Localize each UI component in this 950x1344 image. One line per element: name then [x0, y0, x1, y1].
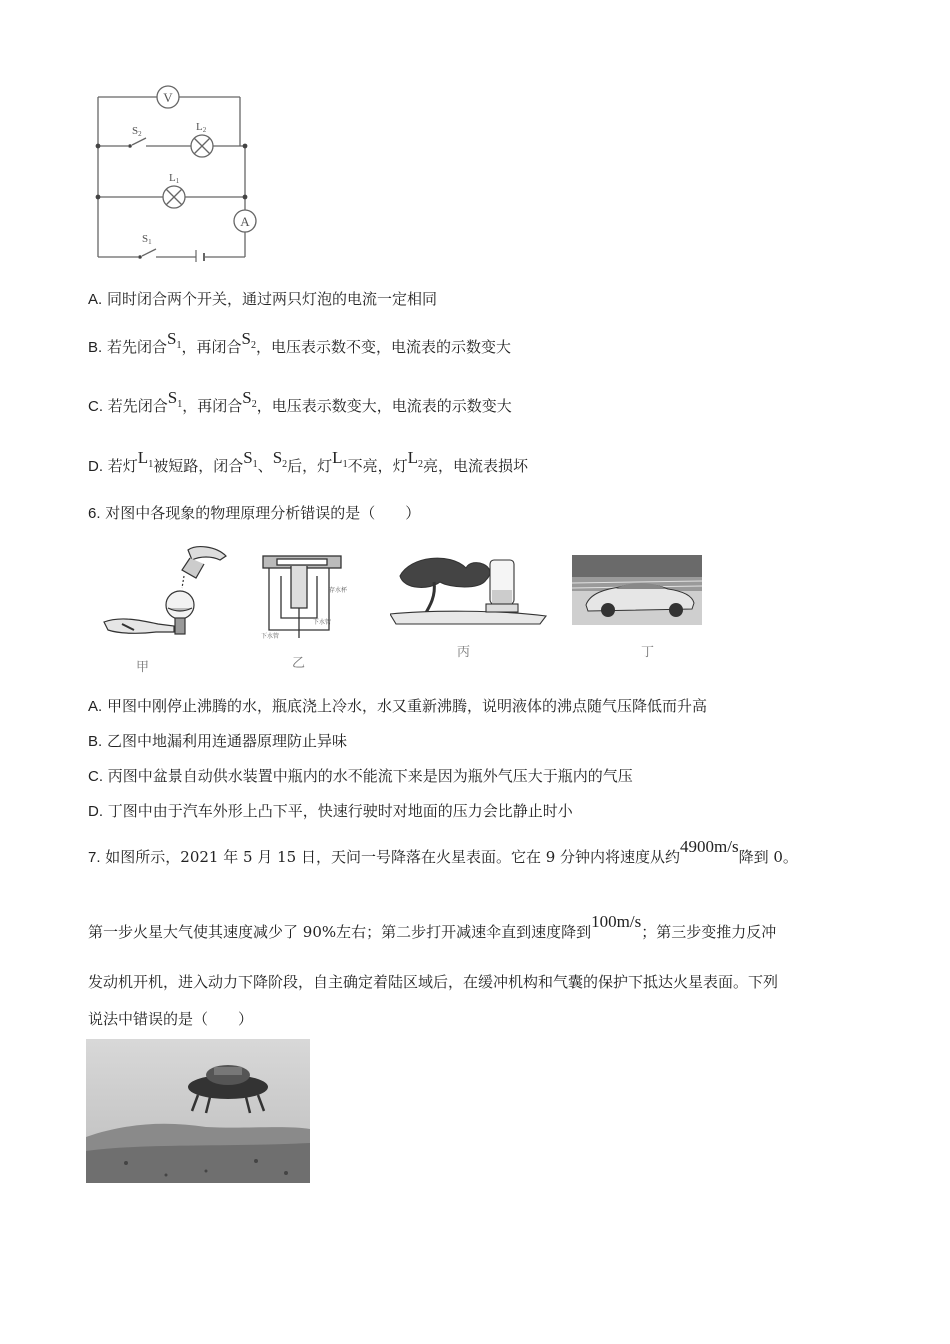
figure-caption-jia: 甲 — [136, 660, 150, 675]
svg-text:下水管: 下水管 — [313, 620, 332, 626]
q6-option-d: D. 丁图中由于汽车外形上凸下平，快速行驶时对地面的压力会比静止时小 — [88, 802, 573, 820]
svg-text:存水杯: 存水杯 — [329, 588, 348, 594]
mars-lander-photo — [86, 1039, 310, 1183]
figure-ding-car-photo — [572, 555, 702, 625]
l2-label: L2 — [196, 121, 207, 134]
s1-label: S1 — [142, 233, 152, 246]
svg-text:下水管: 下水管 — [261, 634, 280, 640]
q5-option-c: C. 若先闭合$S^1$，再闭合$S^2$，电压表示数变大，电流表的示数变大 — [88, 388, 512, 415]
q6-option-a: A. 甲图中刚停止沸腾的水，瓶底浇上冷水，水又重新沸腾，说明液体的沸点随气压降低而升高 — [88, 697, 707, 715]
q6-option-b: B. 乙图中地漏利用连通器原理防止异味 — [88, 732, 347, 750]
s2-label: S2 — [132, 125, 142, 138]
q7-stem-line1: 7. 如图所示，2021 年 5 月 15 日，天问一号降落在火星表面。它在 9 分钟内将速度从约4900m/s降到 0。 — [88, 837, 798, 866]
q5-option-d: D. 若灯$L^1$被短路，闭合$S^1$、$S^2$后，灯$L^1$不亮，灯$L^2$亮，电流表损坏 — [88, 448, 528, 475]
q6-stem: 6. 对图中各现象的物理原理分析错误的是（ ） — [88, 504, 421, 522]
figure-caption-bing: 丙 — [457, 645, 471, 660]
figure-bing-bonsai — [390, 546, 550, 631]
circuit-diagram — [90, 84, 270, 262]
q5-option-b: B. 若先闭合$S^1$，再闭合$S^2$，电压表示数不变，电流表的示数变大 — [88, 329, 511, 356]
q6-option-c: C. 丙图中盆景自动供水装置中瓶内的水不能流下来是因为瓶外气压大于瓶内的气压 — [88, 767, 633, 785]
q5-option-a: A. 同时闭合两个开关，通过两只灯泡的电流一定相同 — [88, 290, 437, 308]
q7-stem-line2: 第一步火星大气使其速度减少了 90%左右；第二步打开减速伞直到速度降到100m/s；第三步变推力反冲 — [88, 912, 777, 941]
ammeter-label: A — [240, 214, 250, 229]
voltmeter-label: V — [163, 90, 173, 105]
figure-jia-flask — [100, 540, 235, 640]
q7-stem-line4: 说法中错误的是（ ） — [88, 1010, 254, 1028]
figure-yi-floor-drain — [255, 552, 360, 642]
l1-label: L1 — [169, 172, 180, 185]
figure-caption-ding: 丁 — [641, 645, 655, 660]
figure-caption-yi: 乙 — [292, 656, 306, 671]
q7-stem-line3: 发动机开机，进入动力下降阶段，自主确定着陆区域后，在缓冲机构和气囊的保护下抵达火星表面。下列 — [88, 973, 779, 991]
